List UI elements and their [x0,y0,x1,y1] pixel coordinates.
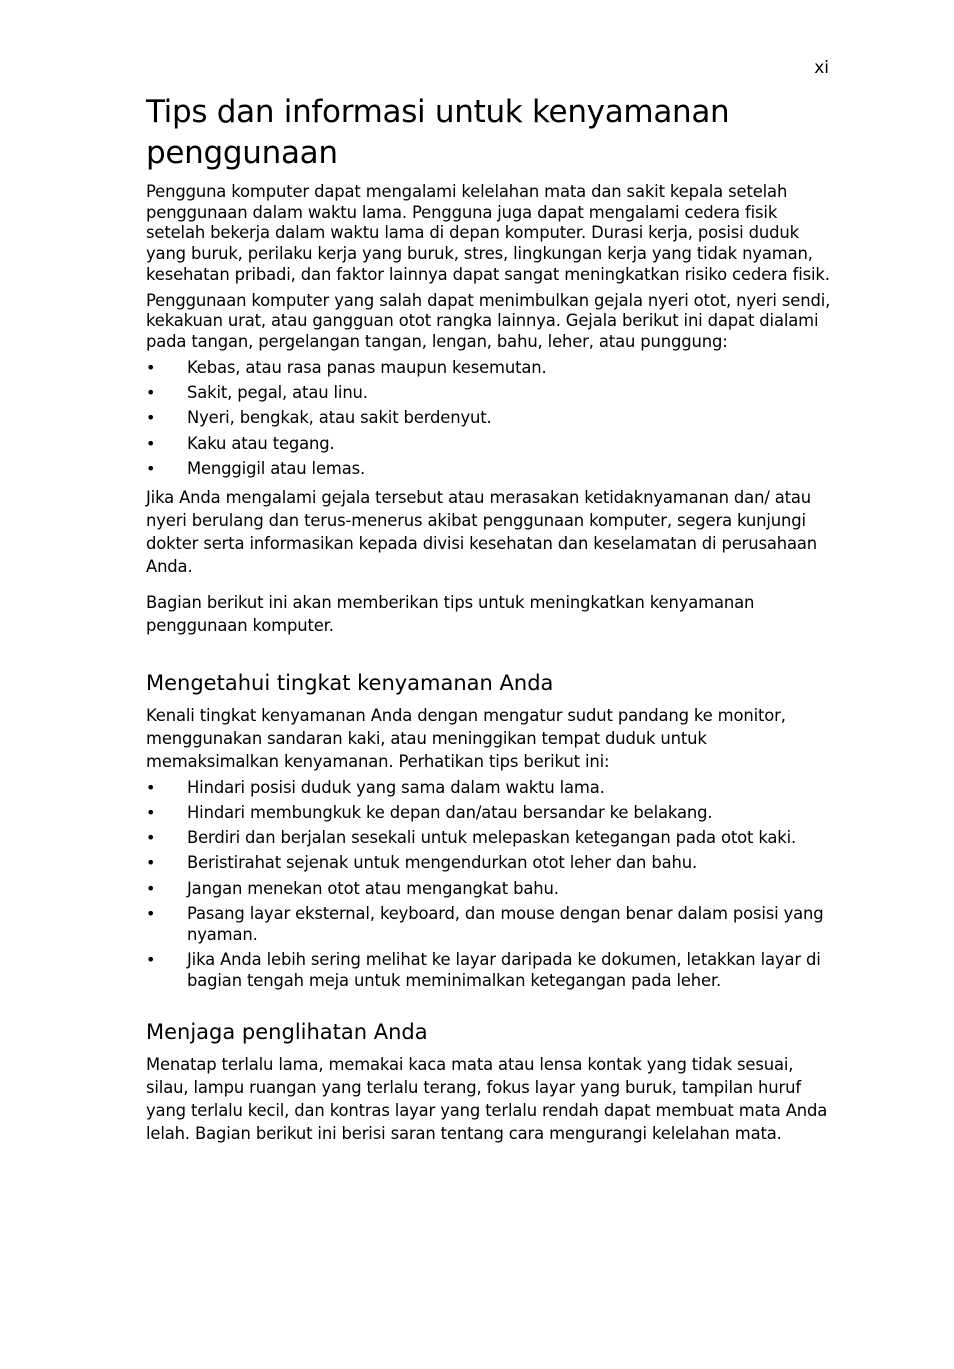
list-item [146,828,832,849]
vision-paragraph: Menatap terlalu lama, memakai kaca mata atau lensa kontak yang tidak sesuai, silau, lampu ruangan yang terlalu terang, fokus layar yang buruk, tampilan huruf yang terlalu kecil, dan kontras layar yang terlalu rendah dapat membuat mata Anda lelah. Bagian berikut ini berisi saran tentang cara mengurangi kelelahan mata. [146,1055,828,1144]
bullet-icon: • [146,357,156,377]
list-item-text: Jika Anda lebih sering melihat ke layar daripada ke dokumen, letakkan layar di bagian tengah meja untuk meminimalkan ketegangan pada leher. [187,950,821,990]
bullet-icon: • [146,904,156,923]
list-item-text: Berdiri dan berjalan sesekali untuk melepaskan ketegangan pada otot kaki. [187,828,797,848]
list-item [146,408,832,429]
list-item-text: Nyeri, bengkak, atau sakit berdenyut. [187,408,492,428]
list-item [146,383,832,404]
comfort-paragraph: Kenali tingkat kenyamanan Anda dengan mengatur sudut pandang ke monitor, menggunakan sandaran kaki, atau meninggikan tempat duduk untuk memaksimalkan kenyamanan. Perhatikan tips berikut ini: [146,705,786,771]
list-item-text: Hindari membungkuk ke depan dan/atau bersandar ke belakang. [187,802,713,822]
section-heading-comfort: Mengetahui tingkat kenyamanan Anda [146,670,554,695]
list-item [146,853,832,874]
intro-paragraph-3: Jika Anda mengalami gejala tersebut atau merasakan ketidaknyamanan dan/ atau nyeri berulang dan terus-menerus akibat penggunaan komputer, segera kunjungi dokter serta informasikan kepada divisi kesehatan dan keselamatan di perusahaan Anda. [146,487,818,576]
list-item [146,879,832,900]
list-item [146,904,832,945]
list-item [146,459,832,480]
intro-paragraph-1: Pengguna komputer dapat mengalami kelelahan mata dan sakit kepala setelah penggunaan dalam waktu lama. Pengguna juga dapat mengalami cedera fisik setelah bekerja dalam waktu lama di depan komputer. Durasi kerja, posisi duduk yang buruk, perilaku kerja yang buruk, stres, lingkungan kerja yang tidak nyaman, kesehatan pribadi, dan faktor lainnya dapat sangat meningkatkan risiko cedera fisik. [146,182,830,284]
list-item [146,778,832,799]
list-item-text: Hindari posisi duduk yang sama dalam waktu lama. [187,777,605,797]
list-item-text: Sakit, pegal, atau linu. [187,382,368,402]
page-number: xi [814,58,829,78]
list-item [146,358,832,379]
list-item [146,950,832,991]
bullet-icon: • [146,828,156,848]
list-item-text: Kebas, atau rasa panas maupun kesemutan. [187,357,547,377]
list-item [146,434,832,455]
comfort-tips-list [146,778,832,992]
document-body [146,92,832,1150]
bullet-icon: • [146,853,156,873]
bullet-icon: • [146,802,156,822]
list-item-text: Pasang layar eksternal, keyboard, dan mouse dengan benar dalam posisi yang nyaman. [187,904,824,944]
list-item-text: Menggigil atau lemas. [187,458,366,478]
list-item-text: Beristirahat sejenak untuk mengendurkan otot leher dan bahu. [187,853,698,873]
bullet-icon: • [146,878,156,898]
intro-paragraph-2: Penggunaan komputer yang salah dapat menimbulkan gejala nyeri otot, nyeri sendi, kekakuan urat, atau gangguan otot rangka lainnya. Gejala berikut ini dapat dialami pada tangan, pergelangan tangan, lengan, bahu, leher, atau punggung: [146,290,831,351]
list-item [146,803,832,824]
bullet-icon: • [146,458,156,478]
bullet-icon: • [146,433,156,453]
bullet-icon: • [146,408,156,428]
bullet-icon: • [146,777,156,797]
list-item-text: Kaku atau tegang. [187,433,335,453]
page-title: Tips dan informasi untuk kenyamanan penggunaan [146,94,730,171]
intro-paragraph-4: Bagian berikut ini akan memberikan tips untuk meningkatkan kenyamanan penggunaan komputer. [146,592,755,635]
list-item-text: Jangan menekan otot atau mengangkat bahu. [187,878,559,898]
bullet-icon: • [146,950,156,969]
section-heading-vision: Menjaga penglihatan Anda [146,1020,428,1045]
symptom-list [146,358,832,480]
bullet-icon: • [146,382,156,402]
